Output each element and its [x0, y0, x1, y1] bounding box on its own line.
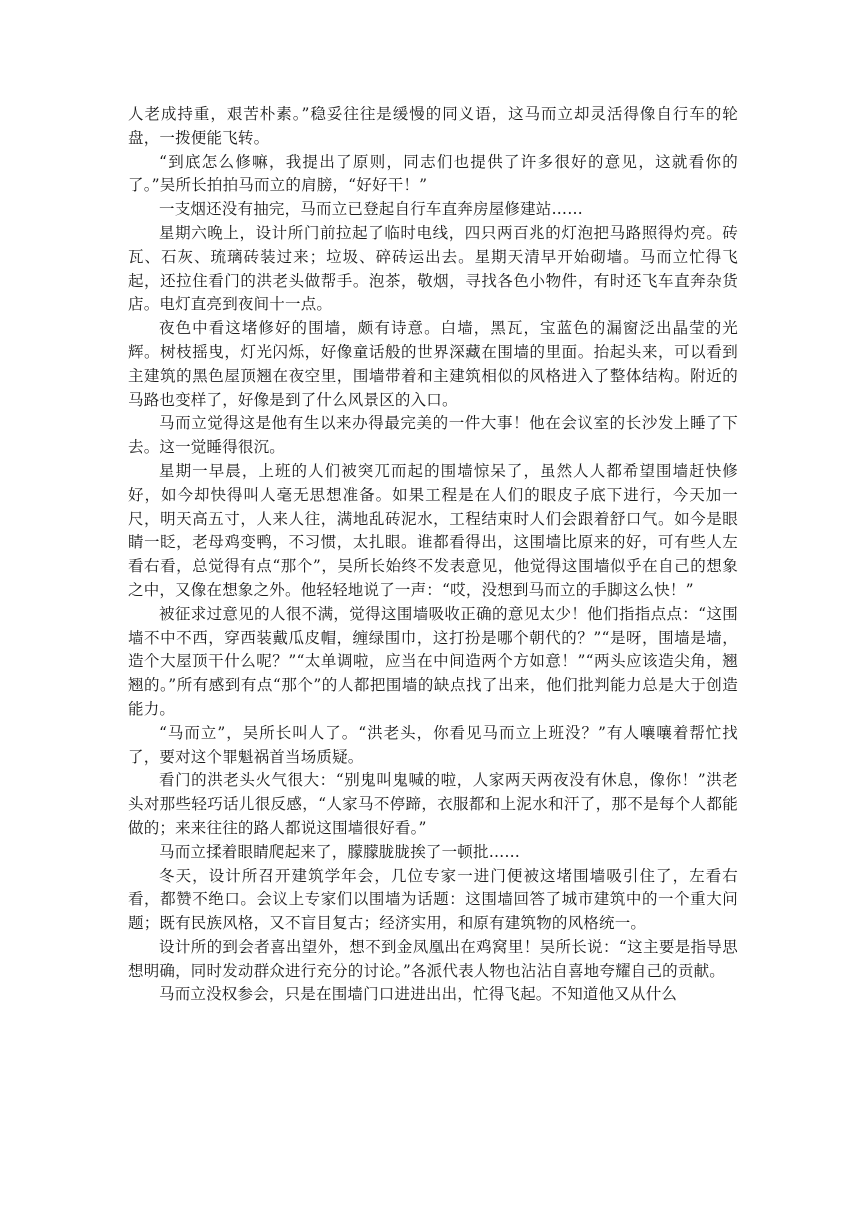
- document-body: [128, 103, 738, 1007]
- paragraph: 星期六晚上，设计所门前拉起了临时电线，四只两百兆的灯泡把马路照得灼亮。砖瓦、石灰、琉璃砖装过来；垃圾、碎砖运出去。星期天清早开始砌墙。马而立忙得飞起，还拉住看门的洪老头做帮手。泡茶，敬烟，寻找各色小物件，有时还飞车直奔杂货店。电灯直亮到夜间十一点。: [128, 223, 738, 314]
- paragraph: 看门的洪老头火气很大：“别鬼叫鬼喊的啦，人家两天两夜没有休息，像你！”洪老头对那些轻巧话儿很反感，“人家马不停蹄，衣服都和上泥水和汗了，那不是每个人都能做的；来来往往的路人都说这围墙很好看。”: [128, 771, 738, 837]
- paragraph: 马而立没权参会，只是在围墙门口进进出出，忙得飞起。不知道他又从什么: [159, 985, 678, 1004]
- paragraph: 设计所的到会者喜出望外，想不到金凤凰出在鸡窝里！吴所长说：“这主要是指导思想明确，同时发动群众进行充分的讨论。”各派代表人物也沾沾自喜地夸耀自己的贡献。: [128, 937, 738, 980]
- paragraph: 被征求过意见的人很不满，觉得这围墙吸收正确的意见太少！他们指指点点：“这围墙不中不西，穿西装戴瓜皮帽，缠绿围巾，这打扮是哪个朝代的？”“是呀，围墙是墙，造个大屋顶干什么呢？”“太单调啦，应当在中间造两个方如意！”“两头应该造尖角，翘翘的。”所有感到有点“那个”的人都把围墙的缺点找了出来，他们批判能力总是大于创造能力。: [128, 604, 738, 718]
- paragraph: “马而立”，吴所长叫人了。“洪老头，你看见马而立上班没？”有人嚷嚷着帮忙找了，要对这个罪魁祸首当场质疑。: [128, 723, 738, 766]
- paragraph: 夜色中看这堵修好的围墙，颇有诗意。白墙，黑瓦，宝蓝色的漏窗泛出晶莹的光辉。树枝摇曳，灯光闪烁，好像童话般的世界深藏在围墙的里面。抬起头来，可以看到主建筑的黑色屋顶翘在夜空里，围墙带着和主建筑相似的风格进入了整体结构。附近的马路也变样了，好像是到了什么风景区的入口。: [128, 319, 738, 409]
- paragraph: 人老成持重，艰苦朴素。”稳妥往往是缓慢的同义语，这马而立却灵活得像自行车的轮盘，一拨便能飞转。: [128, 105, 738, 147]
- paragraph: 一支烟还没有抽完，马而立已登起自行车直奔房屋修建站……: [159, 200, 583, 219]
- paragraph: 马而立揉着眼睛爬起来了，朦朦胧胧挨了一顿批……: [159, 842, 521, 861]
- paragraph: 冬天，设计所召开建筑学年会，几位专家一进门便被这堵围墙吸引住了，左看右看，都赞不绝口。会议上专家们以围墙为话题：这围墙回答了城市建筑中的一个重大问题；既有民族风格，又不盲目复古；经济实用，和原有建筑物的风格统一。: [128, 866, 738, 933]
- paragraph: “到底怎么修嘛，我提出了原则，同志们也提供了许多很好的意见，这就看你的了。”吴所长拍拍马而立的肩膀，“好好干！”: [128, 152, 738, 195]
- paragraph: 马而立觉得这是他有生以来办得最完美的一件大事！他在会议室的长沙发上睡了下去。这一觉睡得很沉。: [128, 414, 738, 457]
- paragraph: 星期一早晨，上班的人们被突兀而起的围墙惊呆了，虽然人人都希望围墙赶快修好，如今却快得叫人毫无思想准备。如果工程是在人们的眼皮子底下进行，今天加一尺，明天高五寸，人来人往，满地乱砖泥水，工程结束时人们会跟着舒口气。如今是眼睛一眨，老母鸡变鸭，不习惯，太扎眼。谁都看得出，这围墙比原来的好，可有些人左看右看，总觉得有点“那个”，吴所长始终不发表意见，他觉得这围墙似乎在自己的想象之中，又像在想象之外。他轻轻地说了一声：“哎，没想到马而立的手脚这么快！”: [128, 461, 738, 599]
